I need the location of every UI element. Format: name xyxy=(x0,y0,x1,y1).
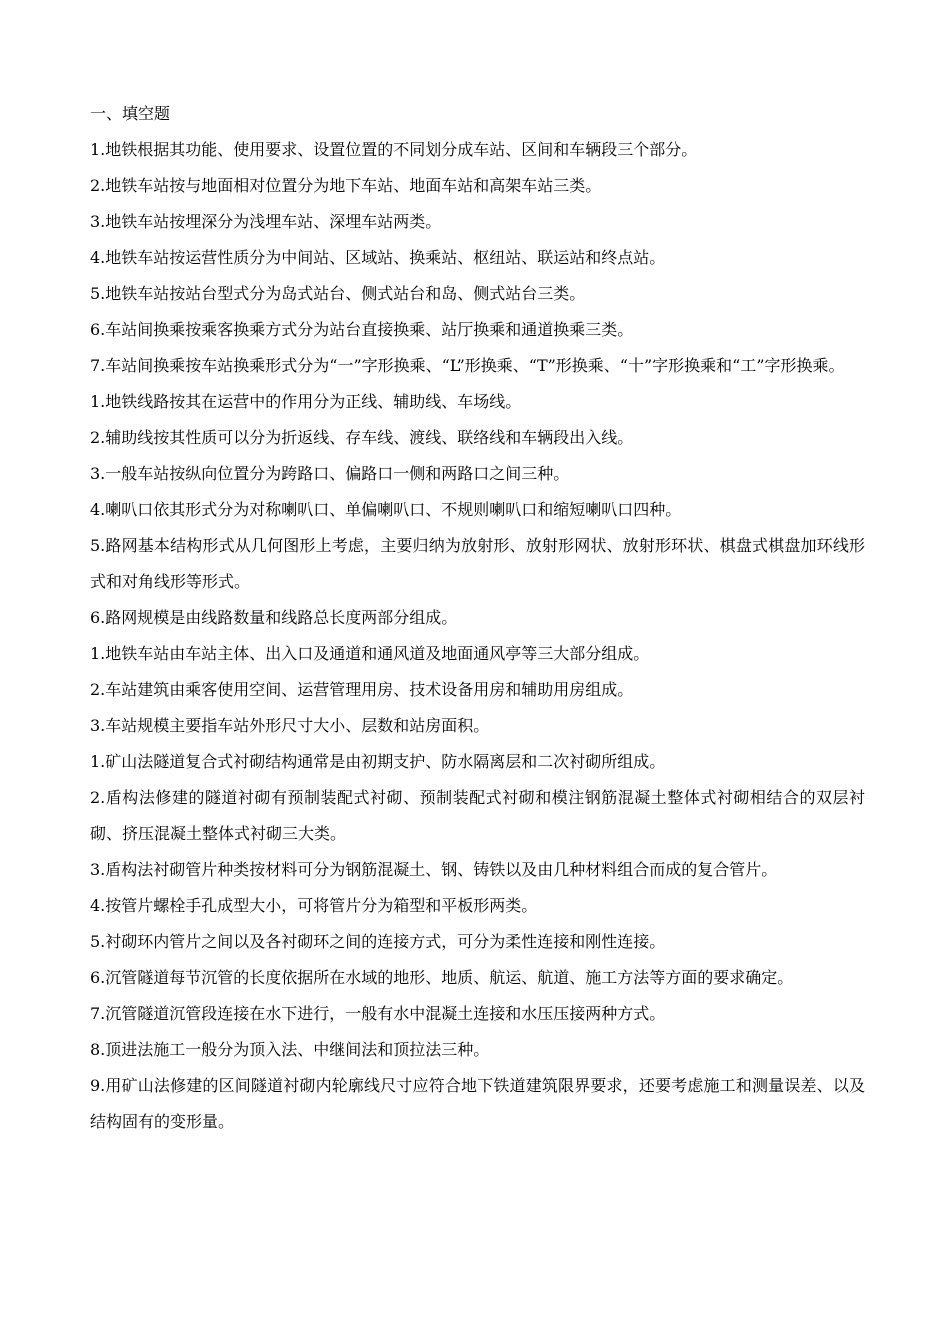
question-item: 6.路网规模是由线路数量和线路总长度两部分组成。 xyxy=(90,608,458,627)
question-item: 3.盾构法衬砌管片种类按材料可分为钢筋混凝土、钢、铸铁以及由几种材料组合而成的复合管片。 xyxy=(90,860,778,879)
section-heading: 一、填空题 xyxy=(90,104,171,123)
question-item: 4.地铁车站按运营性质分为中间站、区域站、换乘站、枢纽站、联运站和终点站。 xyxy=(90,248,666,267)
question-item: 2.盾构法修建的隧道衬砌有预制装配式衬砌、预制装配式衬砌和模注钢筋混凝土整体式衬砌相结合的双层衬砌、挤压混凝土整体式衬砌三大类。 xyxy=(90,788,865,843)
question-list xyxy=(90,132,865,1140)
question-item: 8.顶进法施工一般分为顶入法、中继间法和顶拉法三种。 xyxy=(90,1040,490,1059)
question-item: 1.地铁线路按其在运营中的作用分为正线、辅助线、车场线。 xyxy=(90,392,522,411)
question-item: 2.地铁车站按与地面相对位置分为地下车站、地面车站和高架车站三类。 xyxy=(90,176,602,195)
question-item: 7.沉管隧道沉管段连接在水下进行，一般有水中混凝土连接和水压压接两种方式。 xyxy=(90,1004,666,1023)
question-item: 3.地铁车站按埋深分为浅埋车站、深埋车站两类。 xyxy=(90,212,442,231)
document-page xyxy=(90,96,865,1140)
question-item: 4.喇叭口依其形式分为对称喇叭口、单偏喇叭口、不规则喇叭口和缩短喇叭口四种。 xyxy=(90,500,682,519)
question-item: 1.地铁根据其功能、使用要求、设置位置的不同划分成车站、区间和车辆段三个部分。 xyxy=(90,140,698,159)
question-item: 1.矿山法隧道复合式衬砌结构通常是由初期支护、防水隔离层和二次衬砌所组成。 xyxy=(90,752,666,771)
question-item: 4.按管片螺栓手孔成型大小，可将管片分为箱型和平板形两类。 xyxy=(90,896,538,915)
question-item: 3.一般车站按纵向位置分为跨路口、偏路口一侧和两路口之间三种。 xyxy=(90,464,570,483)
question-item: 5.衬砌环内管片之间以及各衬砌环之间的连接方式，可分为柔性连接和刚性连接。 xyxy=(90,932,666,951)
question-item: 2.车站建筑由乘客使用空间、运营管理用房、技术设备用房和辅助用房组成。 xyxy=(90,680,634,699)
question-item: 7.车站间换乘按车站换乘形式分为“一”字形换乘、“L”形换乘、“T”形换乘、“十”字形换乘和“工”字形换乘。 xyxy=(90,356,845,375)
question-item: 3.车站规模主要指车站外形尺寸大小、层数和站房面积。 xyxy=(90,716,490,735)
question-item: 6.车站间换乘按乘客换乘方式分为站台直接换乘、站厅换乘和通道换乘三类。 xyxy=(90,320,634,339)
question-item: 6.沉管隧道每节沉管的长度依据所在水域的地形、地质、航运、航道、施工方法等方面的要求确定。 xyxy=(90,968,794,987)
question-item: 5.路网基本结构形式从几何图形上考虑，主要归纳为放射形、放射形网状、放射形环状、棋盘式棋盘加环线形式和对角线形等形式。 xyxy=(90,536,865,591)
question-item: 1.地铁车站由车站主体、出入口及通道和通风道及地面通风亭等三大部分组成。 xyxy=(90,644,650,663)
question-item: 9.用矿山法修建的区间隧道衬砌内轮廓线尺寸应符合地下铁道建筑限界要求，还要考虑施工和测量误差、以及结构固有的变形量。 xyxy=(90,1076,865,1131)
question-item: 5.地铁车站按站台型式分为岛式站台、侧式站台和岛、侧式站台三类。 xyxy=(90,284,586,303)
question-item: 2.辅助线按其性质可以分为折返线、存车线、渡线、联络线和车辆段出入线。 xyxy=(90,428,634,447)
